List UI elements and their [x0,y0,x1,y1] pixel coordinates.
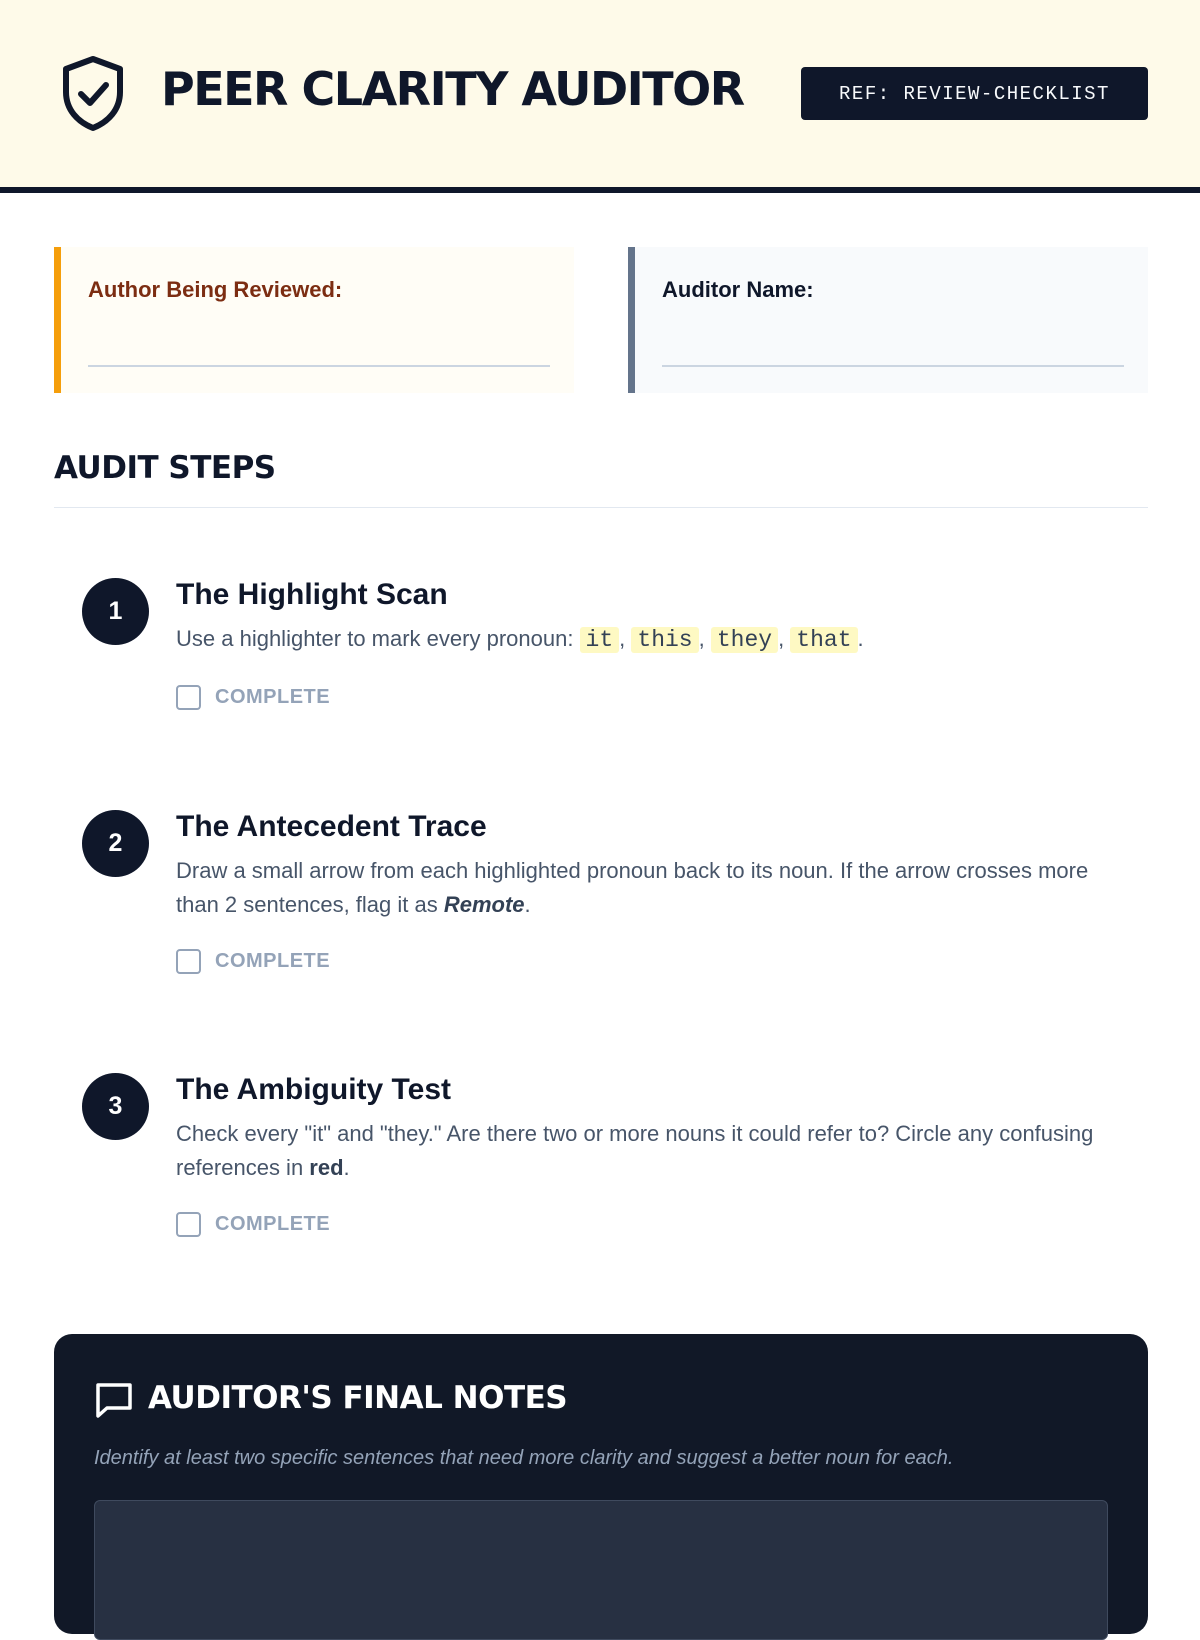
complete-label: COMPLETE [215,950,331,972]
step-description [176,854,1126,922]
audit-steps-heading: AUDIT STEPS [54,450,276,486]
final-notes-panel [54,1334,1148,1634]
author-field[interactable] [54,247,574,393]
complete-checkbox-row[interactable] [176,1212,330,1237]
page-title: PEER CLARITY AUDITOR [161,62,744,116]
auditor-field-input-line[interactable] [662,365,1124,367]
section-divider [54,507,1148,508]
pronoun-highlight: that [790,627,857,653]
reference-badge: REF: REVIEW-CHECKLIST [801,67,1148,120]
step-title: The Highlight Scan [176,578,448,611]
step-description-text: Check every "it" and "they." Are there two or more nouns it could refer to? Circle any confusing references in [176,1121,1094,1180]
page-header [0,0,1200,193]
complete-checkbox[interactable] [176,685,201,710]
emphasis-word: red [309,1155,344,1180]
pronoun-highlight: this [631,627,698,653]
shield-check-icon [60,54,126,132]
author-field-input-line[interactable] [88,365,550,367]
complete-checkbox[interactable] [176,1212,201,1237]
final-notes-textarea[interactable] [94,1500,1108,1640]
message-square-icon [94,1381,134,1419]
complete-label: COMPLETE [215,686,331,708]
step-description [176,1117,1126,1185]
author-field-label: Author Being Reviewed: [88,277,343,302]
step-title: The Ambiguity Test [176,1073,452,1106]
step-title: The Antecedent Trace [176,810,487,843]
step-description-text: Use a highlighter to mark every pronoun: [176,626,580,651]
step-description-end: . [524,892,531,917]
pronoun-highlight: they [711,627,778,653]
complete-checkbox-row[interactable] [176,685,330,710]
complete-checkbox-row[interactable] [176,949,330,974]
final-notes-title: AUDITOR'S FINAL NOTES [148,1380,568,1416]
step-number-badge: 1 [82,578,149,645]
step-description-end: . [343,1155,350,1180]
final-notes-hint: Identify at least two specific sentences that need more clarity and suggest a better noun for each. [94,1447,954,1469]
step-description: Use a highlighter to mark every pronoun: it , this , they , that . [176,626,864,653]
step-description-text: Draw a small arrow from each highlighted pronoun back to its noun. If the arrow crosses more than 2 sentences, flag it as [176,858,1089,917]
complete-checkbox[interactable] [176,949,201,974]
auditor-field[interactable] [628,247,1148,393]
complete-label: COMPLETE [215,1213,331,1235]
pronoun-highlight: it [580,627,620,653]
step-number-badge: 3 [82,1073,149,1140]
step-number-badge: 2 [82,810,149,877]
emphasis-word: Remote [443,892,525,917]
auditor-field-label: Auditor Name: [662,277,814,302]
